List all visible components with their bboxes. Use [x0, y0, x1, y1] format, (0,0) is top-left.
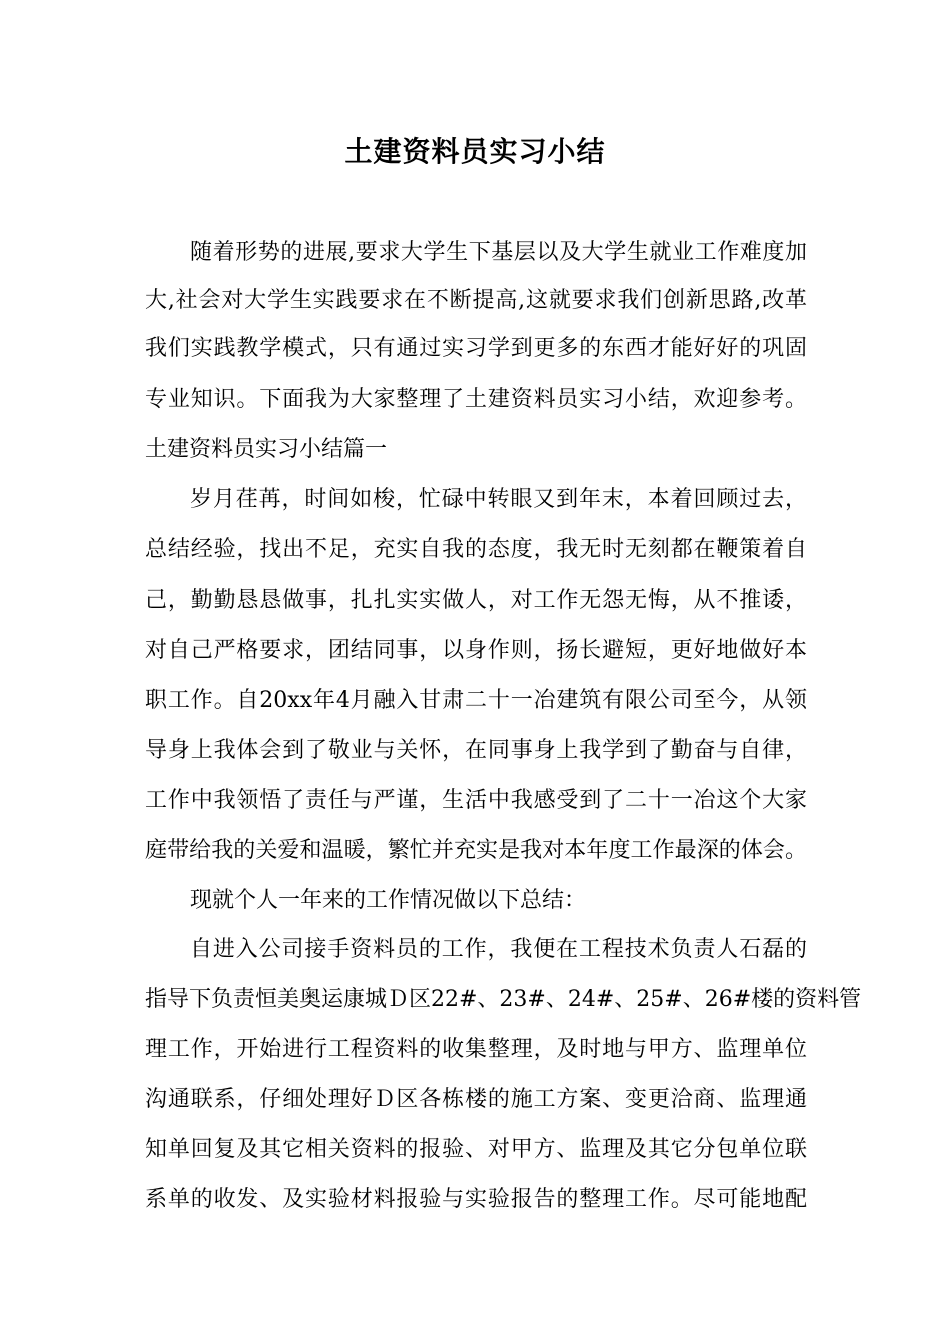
paragraph-line: 自进入公司接手资料员的工作，我便在工程技术负责人石磊的: [190, 937, 807, 962]
paragraph-line: 系单的收发、及实验材料报验与实验报告的整理工作。尽可能地配: [145, 1187, 807, 1212]
document-title: 土建资料员实习小结: [344, 135, 606, 168]
paragraph-line: 现就个人一年来的工作情况做以下总结：: [190, 888, 587, 913]
paragraph-line: 我们实践教学模式，只有通过实习学到更多的东西才能好好的巩固: [145, 336, 807, 361]
paragraph-line: 对自己严格要求，团结同事，以身作则，扬长避短，更好地做好本: [145, 638, 807, 663]
paragraph-line: 沟通联系，仔细处理好Ｄ区各栋楼的施工方案、变更洽商、监理通: [145, 1087, 807, 1112]
paragraph-line: 庭带给我的关爱和温暖，繁忙并充实是我对本年度工作最深的体会。: [145, 838, 807, 863]
paragraph-line: 知单回复及其它相关资料的报验、对甲方、监理及其它分包单位联: [145, 1137, 807, 1162]
paragraph-line: 理工作，开始进行工程资料的收集整理，及时地与甲方、监理单位: [145, 1037, 807, 1062]
paragraph-line: 工作中我领悟了责任与严谨，生活中我感受到了二十一冶这个大家: [145, 788, 807, 813]
paragraph-line: 指导下负责恒美奥运康城Ｄ区22#、23#、24#、25#、26#楼的资料管: [145, 987, 862, 1012]
paragraph-line: 导身上我体会到了敬业与关怀，在同事身上我学到了勤奋与自律，: [145, 738, 807, 763]
paragraph-line: 职工作。自20xx年4月融入甘肃二十一冶建筑有限公司至今，从领: [145, 688, 807, 713]
section-heading: 土建资料员实习小结篇一: [145, 437, 388, 462]
paragraph-line: 专业知识。下面我为大家整理了土建资料员实习小结，欢迎参考。: [145, 387, 807, 412]
paragraph-line: 大,社会对大学生实践要求在不断提高,这就要求我们创新思路,改革: [145, 288, 807, 313]
paragraph-line: 随着形势的进展,要求大学生下基层以及大学生就业工作难度加: [190, 240, 807, 265]
paragraph-line: 岁月荏苒，时间如梭，忙碌中转眼又到年末，本着回顾过去，: [190, 487, 807, 512]
paragraph-line: 总结经验，找出不足，充实自我的态度，我无时无刻都在鞭策着自: [145, 537, 807, 562]
paragraph-line: 己，勤勤恳恳做事，扎扎实实做人，对工作无怨无悔，从不推诿，: [145, 588, 807, 613]
